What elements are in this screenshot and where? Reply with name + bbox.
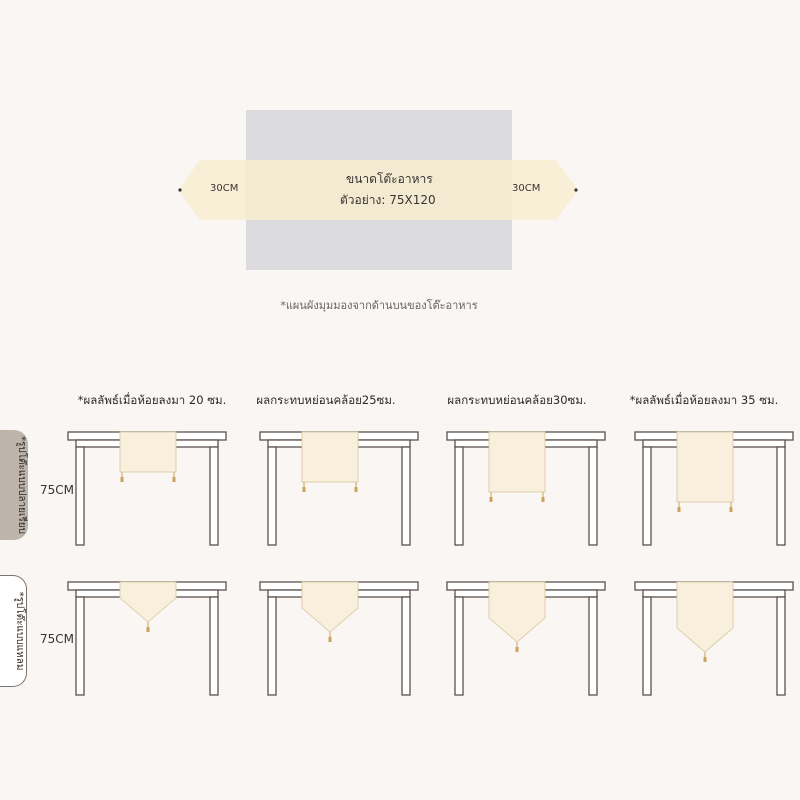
table-diagram-flat-20 [64, 428, 234, 548]
tassel [121, 477, 124, 482]
extension-left-label: 30CM [210, 183, 239, 194]
table-leg-left [643, 447, 651, 545]
tassel [678, 507, 681, 512]
tassel [355, 487, 358, 492]
tassel [303, 487, 306, 492]
table-diagram-pointed-30 [443, 578, 613, 698]
tassel [730, 507, 733, 512]
caption-drop-30: ผลกระทบหย่อนคล้อย30ซม. [447, 393, 587, 407]
table-runner [677, 582, 733, 652]
table-diagram-flat-25 [256, 428, 426, 548]
table-leg-left [455, 447, 463, 545]
table-leg-left [268, 597, 276, 695]
table-diagram-pointed-20 [64, 578, 234, 698]
table-leg-right [210, 447, 218, 545]
table-leg-right [402, 447, 410, 545]
side-label-pointed-text: *รูปโต๊ะแบบแหลม [14, 591, 25, 671]
height-label-row-2: 75CM [40, 632, 75, 646]
table-leg-right [777, 447, 785, 545]
table-runner [489, 432, 545, 492]
tassel [490, 497, 493, 502]
table-leg-right [402, 597, 410, 695]
height-label-row-1: 75CM [40, 483, 75, 497]
table-diagram-flat-30 [443, 428, 613, 548]
table-runner [302, 432, 358, 482]
table-runner [677, 432, 733, 502]
table-diagram-pointed-25 [256, 578, 426, 698]
plan-example-size: ตัวอย่าง: 75X120 [340, 193, 436, 207]
extension-right-label: 30CM [512, 183, 541, 194]
table-leg-left [643, 597, 651, 695]
tassel [329, 637, 332, 642]
caption-drop-35: *ผลลัพธ์เมื่อห้อยลงมา 35 ซม. [629, 393, 779, 407]
plan-note: *แผนผังมุมมองจากด้านบนของโต๊ะอาหาร [280, 299, 478, 312]
table-leg-left [268, 447, 276, 545]
table-leg-right [210, 597, 218, 695]
tassel [147, 627, 150, 632]
table-leg-left [76, 597, 84, 695]
table-leg-right [589, 447, 597, 545]
side-label-flat-text: *รูปโต๊ะแบบปลายเรียบ [16, 435, 27, 535]
plan-title: ขนาดโต๊ะอาหาร [346, 172, 433, 186]
tassel [542, 497, 545, 502]
table-runner [489, 582, 545, 642]
caption-drop-20: *ผลลัพธ์เมื่อห้อยลงมา 20 ซม. [77, 393, 227, 407]
table-leg-left [76, 447, 84, 545]
tassel [516, 647, 519, 652]
table-diagram-flat-35 [631, 428, 800, 548]
table-leg-right [589, 597, 597, 695]
table-runner [120, 582, 176, 622]
table-leg-left [455, 597, 463, 695]
side-label-pointed [0, 575, 27, 687]
table-diagram-pointed-35 [631, 578, 800, 698]
side-label-flat [0, 430, 28, 540]
table-runner [120, 432, 176, 472]
table-runner [302, 582, 358, 632]
tassel [173, 477, 176, 482]
caption-drop-25: ผลกระทบหย่อนคล้อย25ซม. [256, 393, 396, 407]
tassel [704, 657, 707, 662]
table-leg-right [777, 597, 785, 695]
